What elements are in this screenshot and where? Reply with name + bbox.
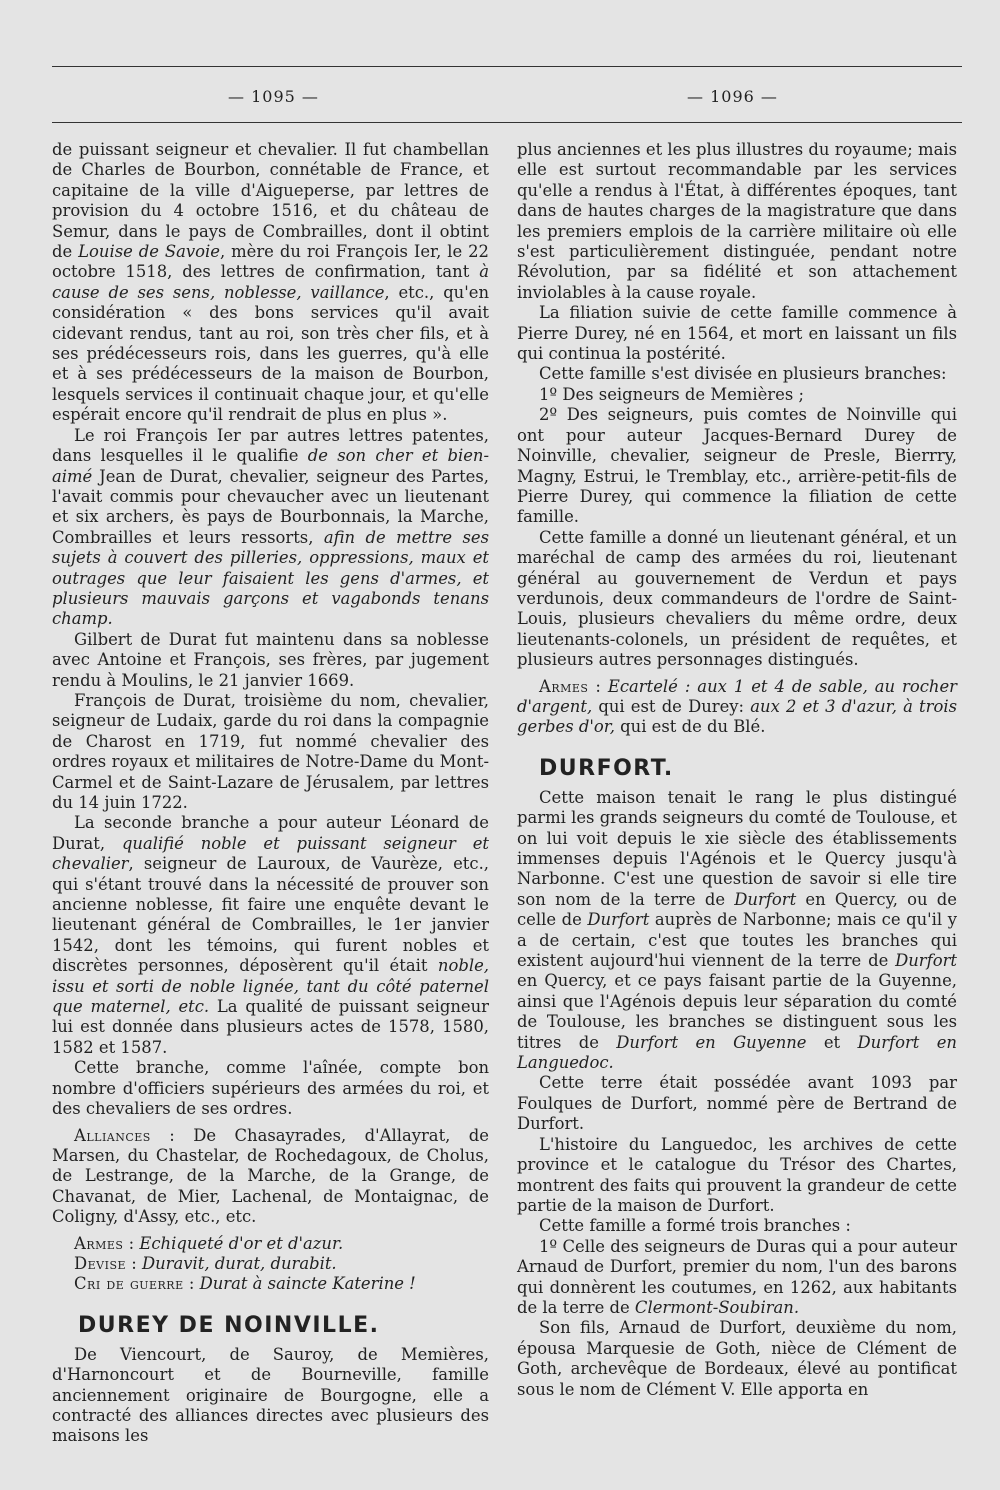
paragraph: François de Durat, troisième du nom, chevalier, seigneur de Ludaix, garde du roi dans la compagnie de Charost en 1719, fut nommé chevalier des ordres royaux et militaires de Notre-Dame du Mont-Carmel et de Saint-Lazare de Jérusalem, par lettres du 14 juin 1722. <box>52 690 489 812</box>
list-item: 1º Celle des seigneurs de Duras qui a pour auteur Arnaud de Durfort, premier du nom, l'un des barons qui donnèrent les coutumes, en 1262, aux habitants de la terre de Clermont-Soubiran. <box>517 1236 957 1317</box>
paragraph: Le roi François Ier par autres lettres patentes, dans lesquelles il le qualifie de son cher et bien-aimé Jean de Durat, chevalier, seigneur des Partes, l'avait commis pour chevaucher avec un lieutenant et six archers, ès pays de Bourbonnais, la Marche, Combrailles et leurs ressorts, afin de mettre ses sujets à couvert des pilleries, oppressions, maux et outrages que leur faisaient les gens d'armes, et plusieurs mauvais garçons et vagabonds tenans champ. <box>52 425 490 629</box>
paragraph: Cette branche, comme l'aînée, compte bon nombre d'officiers supérieurs des armées du roi, et des chevaliers de ses ordres. <box>52 1058 489 1119</box>
paragraph: de puissant seigneur et chevalier. Il fut chambellan de Charles de Bourbon, connétable de France, et capitaine de la ville d'Aigueperse, par lettres de provision du 4 octobre 1516, et du château de Semur, dans le pays de Combrailles, dont il obtint de Louise de Savoie, mère du roi François Ier, le 22 octobre 1518, des lettres de confirmation, tant à cause de ses sens, noblesse, vaillance, etc., qu'en considération « des bons services qu'il avait cidevant rendus, tant au roi, son très cher fils, et à ses prédécesseurs rois, dans les guerres, qu'à elle et à ses prédécesseurs de la maison de Bourbon, lesquels services il continuait chaque jour, et qu'elle espérait encore qu'il rendrait de plus en plus ». <box>52 140 490 425</box>
right-column <box>517 140 957 1400</box>
section-heading-durey: DUREY DE NOINVILLE. <box>78 1312 380 1338</box>
left-column <box>52 140 489 1447</box>
paragraph: Cette famille s'est divisée en plusieurs branches: <box>539 364 947 384</box>
paragraph: La seconde branche a pour auteur Léonard de Durat, qualifié noble et puissant seigneur et chevalier, seigneur de Lauroux, de Vaurèze, etc., qui s'étant trouvé dans la nécessité de prouver son ancienne noblesse, fit faire une enquête devant le lieutenant général de Combrailles, le 1er janvier 1542, dont les témoins, qui furent nobles et discrètes personnes, déposèrent qu'il était noble, issu et sorti de noble lignée, tant du côté paternel que maternel, etc. La qualité de puissant seigneur lui est donnée dans plusieurs actes de 1578, 1580, 1582 et 1587. <box>52 813 489 1057</box>
list-item: 2º Des seigneurs, puis comtes de Noinville qui ont pour auteur Jacques-Bernard Durey de Noinville, chevalier, seigneur de Presle, Bierrry, Magny, Estrui, le Tremblay, etc., arrière-petit-fils de Pierre Durey, qui commence la filiation de cette famille. <box>517 405 957 527</box>
armes-paragraph: Armes : Ecartelé : aux 1 et 4 de sable, au rocher d'argent, qui est de Durey: aux 2 et 3 d'azur, à trois gerbes d'or, qui est de du Blé. <box>517 676 957 737</box>
paragraph: Gilbert de Durat fut maintenu dans sa noblesse avec Antoine et François, ses frères, par jugement rendu à Moulins, le 21 janvier 1669. <box>52 629 489 690</box>
header-rule-bottom <box>52 122 962 123</box>
section-heading-durfort: DURFORT. <box>539 755 674 781</box>
paragraph: Son fils, Arnaud de Durfort, deuxième du nom, épousa Marquesie de Goth, nièce de Clément de Goth, archevêque de Bordeaux, élevé au pontificat sous le nom de Clément V. Elle apporta en <box>517 1318 957 1399</box>
paragraph: La filiation suivie de cette famille commence à Pierre Durey, né en 1564, et mort en laissant un fils qui continua la postérité. <box>517 303 957 364</box>
paragraph: plus anciennes et les plus illustres du royaume; mais elle est surtout recommandable par les services qu'elle a rendus à l'État, à différentes époques, tant dans de hautes charges de la magistrature que dans les premiers emplois de la carrière militaire où elle s'est particulièrement distinguée, pendant notre Révolution, par sa fidélité et son attachement inviolables à la cause royale. <box>517 140 957 302</box>
paragraph: Cette terre était possédée avant 1093 par Foulques de Durfort, nommé père de Bertrand de Durfort. <box>517 1073 957 1134</box>
armes-line: Armes : Echiqueté d'or et d'azur. <box>74 1233 344 1253</box>
list-item: 1º Des seigneurs de Memières ; <box>539 384 804 404</box>
paragraph: Cette famille a donné un lieutenant général, et un maréchal de camp des armées du roi, lieutenant général au gouvernement de Verdun et pays verdunois, deux commandeurs de l'ordre de Saint-Louis, plusieurs chevaliers du même ordre, deux lieutenants-colonels, un président de requêtes, et plusieurs autres personnages distingués. <box>517 527 957 670</box>
paragraph: Cette famille a formé trois branches : <box>539 1216 851 1236</box>
alliances-paragraph: Alliances : De Chasayrades, d'Allayrat, de Marsen, du Chastelar, de Rochedagoux, de Cholus, de Lestrange, de la Marche, de la Grange, de Chavanat, de Mier, Lachenal, de Montaignac, de Coligny, d'Assy, etc., etc. <box>52 1125 489 1227</box>
page-number-right: — 1096 — <box>687 87 778 106</box>
paragraph: Cette maison tenait le rang le plus distingué parmi les grands seigneurs du comté de Toulouse, et on lui voit depuis le xie siècle des établissements immenses depuis l'Agénois et le Quercy jusqu'à Narbonne. C'est une question de savoir si elle tire son nom de la terre de Durfort en Quercy, ou de celle de Durfort auprès de Narbonne; mais ce qu'il y a de certain, c'est que toutes les branches qui existent aujourd'hui viennent de la terre de Durfort en Quercy, et ce pays faisant partie de la Guyenne, ainsi que l'Agénois depuis leur séparation du comté de Toulouse, les branches se distinguent sous les titres de Durfort en Guyenne et Durfort en Languedoc. <box>517 787 957 1073</box>
header-rule-top <box>52 66 962 67</box>
devise-line: Devise : Duravit, durat, durabit. <box>74 1253 337 1273</box>
paragraph: De Viencourt, de Sauroy, de Memières, d'Harnoncourt et de Bourneville, famille anciennement originaire de Bourgogne, elle a contracté des alliances directes avec plusieurs des maisons les <box>52 1344 489 1446</box>
page-number-left: — 1095 — <box>228 87 319 106</box>
paragraph: L'histoire du Languedoc, les archives de cette province et le catalogue du Trésor des Chartes, montrent des faits qui prouvent la grandeur de cette partie de la maison de Durfort. <box>517 1134 957 1215</box>
cri-de-guerre-line: Cri de guerre : Durat à saincte Katerine ! <box>74 1274 416 1294</box>
